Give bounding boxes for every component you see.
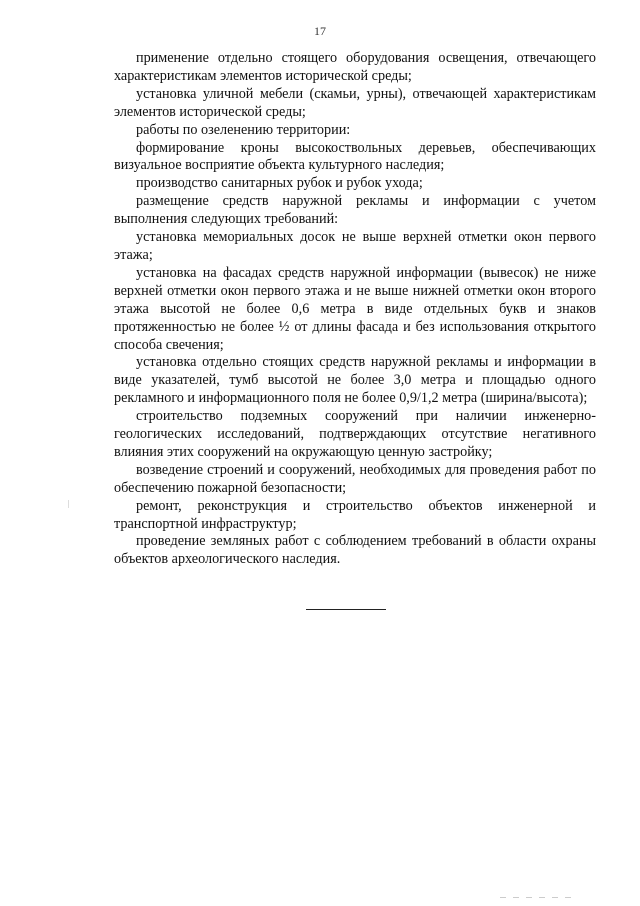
scan-margin-mark <box>68 500 69 508</box>
paragraph-tree-crown-shaping: формирование кроны высокоствольных деревьев, обеспечивающих визуальное восприятие объекта культурного наследия; <box>114 139 596 174</box>
paragraph-infrastructure-works: ремонт, реконструкция и строительство объектов инженерной и транспортной инфраструктур; <box>114 497 596 532</box>
paragraph-memorial-plaques: установка мемориальных досок не выше верхней отметки окон первого этажа; <box>114 229 596 263</box>
document-body <box>114 50 596 569</box>
paragraph-lighting-equipment: применение отдельно стоящего оборудования освещения, отвечающего характеристикам элементов исторической среды; <box>114 50 596 84</box>
paragraph-earthworks: проведение земляных работ с соблюдением требований в области охраны объектов археологического наследия. <box>114 533 596 568</box>
end-of-text-rule <box>306 609 386 610</box>
paragraph-standalone-advertising: установка отдельно стоящих средств наружной рекламы и информации в виде указателей, тумб высотой не более 3,0 метра и площадью одного рекламного и информационного поля не более 0,9/1,2 метра (ширина/высота); <box>114 354 596 407</box>
paragraph-fire-safety-structures: возведение строений и сооружений, необходимых для проведения работ по обеспечению пожарной безопасности; <box>114 461 596 496</box>
paragraph-street-furniture: установка уличной мебели (скамьи, урны), отвечающей характеристикам элементов исторической среды; <box>114 85 596 120</box>
paragraph-sanitary-felling: производство санитарных рубок и рубок ухода; <box>136 175 423 192</box>
scan-corner-marks <box>500 888 588 894</box>
paragraph-facade-signage: установка на фасадах средств наружной информации (вывесок) не ниже верхней отметки окон первого этажа и не выше нижней отметки окон второго этажа высотой не более 0,6 метра в виде отдельных букв и знаков протяженностью не более ½ от длины фасада и без использования открытого способа свечения; <box>114 264 596 353</box>
paragraph-underground-construction: строительство подземных сооружений при наличии инженерно-геологических исследований, подтверждающих отсутствие негативного влияния этих сооружений на окружающую ценную застройку; <box>114 408 596 460</box>
paragraph-advertising-placement: размещение средств наружной рекламы и информации с учетом выполнения следующих требований: <box>114 193 596 228</box>
page-number: 17 <box>314 24 326 38</box>
paragraph-landscaping-works: работы по озеленению территории: <box>136 121 351 138</box>
